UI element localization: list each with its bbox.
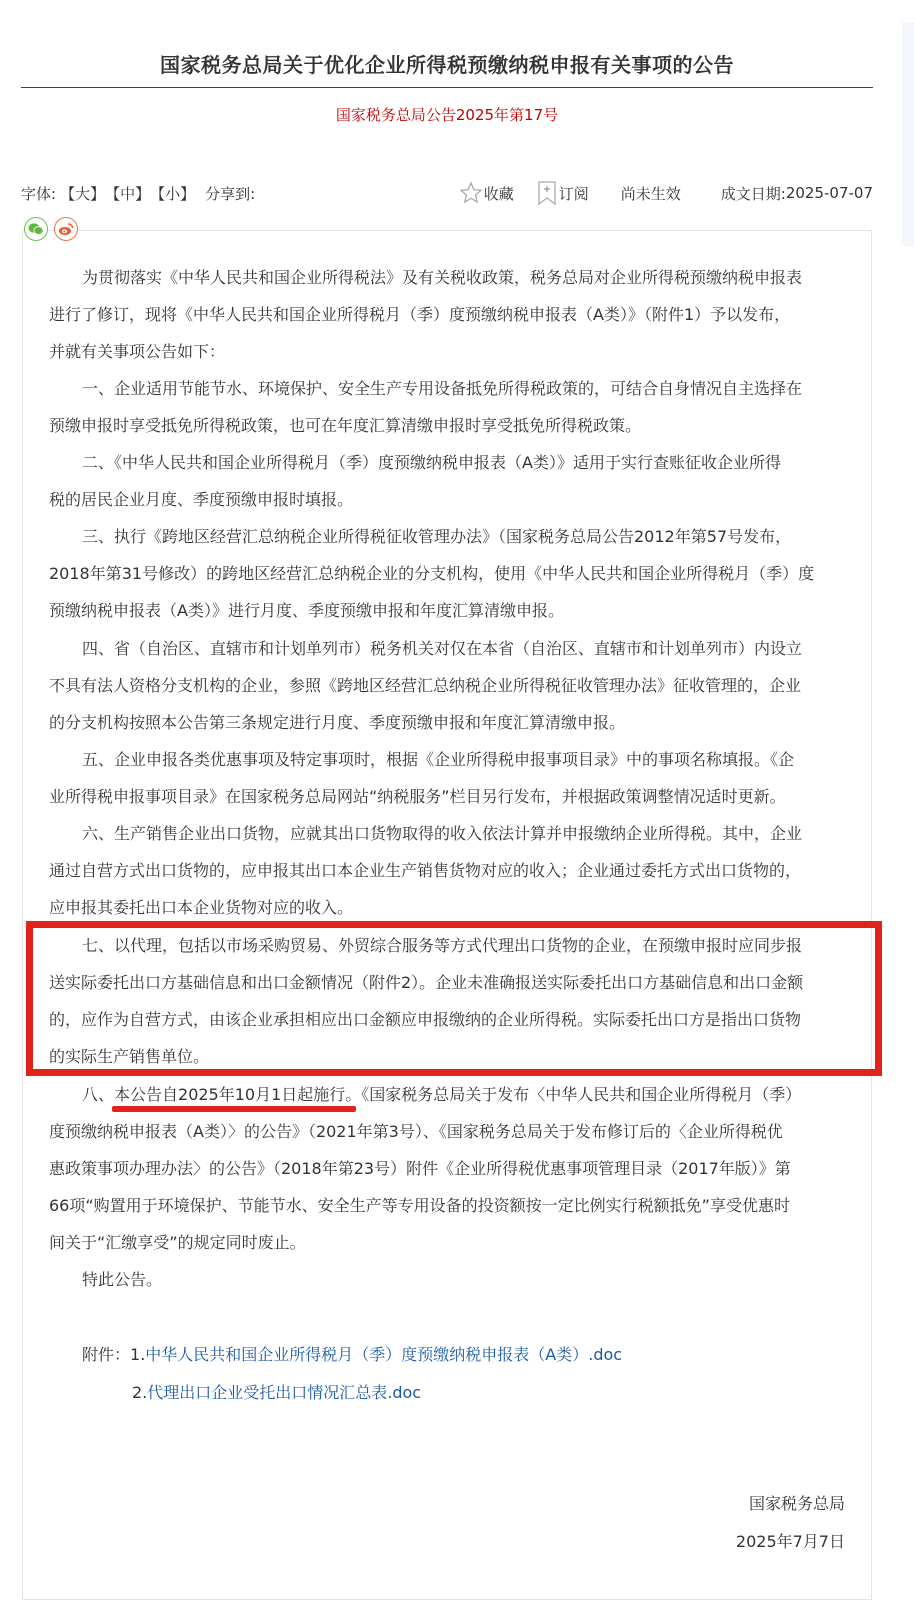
side-panel [902,22,914,246]
text-line: 二、《中华人民共和国企业所得税月（季）度预缴纳税申报表（A类）》适用于实行查账征收企业所得 [82,453,781,472]
paragraph-item-2 [49,444,847,518]
bookmark-plus-icon [536,180,558,206]
effective-status: 尚未生效 [620,184,681,203]
text-line: 不具有法人资格分支机构的企业，参照《跨地区经营汇总纳税企业所得税征收管理办法》征收管理的，企业 [49,676,802,695]
paragraph-item-7 [49,927,847,1075]
item-8-prefix: 八、 [82,1085,115,1104]
star-icon [459,181,483,205]
text-line: 进行了修订，现将《中华人民共和国企业所得税月（季）度预缴纳税申报表（A类）》（附件1）予以发布， [49,305,791,324]
text-line: 通过自营方式出口货物的，应申报其出口本企业生产销售货物对应的收入；企业通过委托方式出口货物的， [49,861,802,880]
text-line: 送实际委托出口方基础信息和出口金额情况（附件2）。企业未准确报送实际委托出口方基础信息和出口金额 [49,973,804,992]
closing-text: 特此公告。 [82,1270,163,1289]
text-line: 一、企业适用节能节水、环境保护、安全生产专用设备抵免所得税政策的，可结合自身情况自主选择在 [82,379,803,398]
paragraph-item-6 [49,815,847,926]
font-size-label: 字体: [21,184,57,203]
wechat-icon [28,222,44,236]
page-title: 国家税务总局关于优化企业所得税预缴纳税申报有关事项的公告 [160,53,734,78]
date-label: 成文日期: [720,184,786,203]
item-8-text: 《国家税务总局关于发布〈中华人民共和国企业所得税月（季） [361,1085,802,1104]
font-size-medium-button[interactable]: 【中】 [105,184,151,203]
paragraph-intro [49,259,847,370]
date-value: 2025-07-07 [785,184,873,202]
title-divider [21,87,873,88]
text-line: 预缴纳税申报表（A类）》进行月度、季度预缴申报和年度汇算清缴申报。 [49,601,564,620]
text-line: 应申报其委托出口本企业货物对应的收入。 [49,898,354,917]
paragraph-item-8 [49,1076,847,1261]
text-line: 业所得税申报事项目录》在国家税务总局网站“纳税服务”栏目另行发布，并根据政策调整情况适时更新。 [49,787,786,806]
issuer-signature: 国家税务总局 [748,1494,845,1513]
text-line: 三、执行《跨地区经营汇总纳税企业所得税征收管理办法》（国家税务总局公告2012年第57号发布， [82,527,792,546]
share-weibo-button[interactable] [54,217,78,241]
attachment-index: 1. [130,1345,146,1364]
text-line: 的实际生产销售单位。 [49,1047,210,1066]
text-line: 的分支机构按照本公告第三条规定进行月度、季度预缴申报和年度汇算清缴申报。 [49,713,626,732]
weibo-icon [58,222,74,236]
text-line: 2018年第31号修改）的跨地区经营汇总纳税企业的分支机构，使用《中华人民共和国企业所得税月（季）度 [49,564,815,583]
attachment-row-1 [82,1342,622,1365]
article-toolbar [21,181,873,205]
attachment-index: 2. [132,1383,148,1402]
text-line: 预缴申报时享受抵免所得税政策，也可在年度汇算清缴申报时享受抵免所得税政策。 [49,416,642,435]
closing-paragraph [49,1261,847,1298]
text-line: 四、省（自治区、直辖市和计划单列市）税务机关对仅在本省（自治区、直辖市和计划单列市）内设立 [82,639,803,658]
paragraph-item-4 [49,630,847,741]
text-line: 66项“购置用于环境保护、节能节水、安全生产等专用设备的投资额按一定比例实行税额抵免”享受优惠时 [49,1196,790,1215]
text-line: 税的居民企业月度、季度预缴申报时填报。 [49,490,354,509]
text-line: 六、生产销售企业出口货物，应就其出口货物取得的收入依法计算并申报缴纳企业所得税。其中，企业 [82,824,803,843]
favorite-label: 收藏 [483,184,514,203]
underline-annotation [112,1106,356,1112]
attachment-link-1[interactable]: 中华人民共和国企业所得税月（季）度预缴纳税申报表（A类）.doc [145,1345,623,1364]
issue-date: 2025年7月7日 [735,1532,845,1551]
text-line: 间关于“汇缴享受”的规定同时废止。 [49,1233,306,1252]
subscribe-label: 订阅 [558,184,589,203]
text-line: 度预缴纳税申报表（A类）〉的公告》（2021年第3号）、《国家税务总局关于发布修订后的〈企业所得税优 [49,1122,783,1141]
text-line: 并就有关事项公告如下： [49,342,226,361]
document-number: 国家税务总局公告2025年第17号 [335,106,559,124]
paragraph-item-3 [49,518,847,629]
font-size-large-button[interactable]: 【大】 [60,184,106,203]
attachment-link-2[interactable]: 代理出口企业受托出口情况汇总表.doc [147,1383,422,1402]
paragraph-item-1 [49,370,847,444]
effective-date-text: 本公告自2025年10月1日起施行。 [114,1085,362,1104]
text-line: 惠政策事项办理办法〉的公告》（2018年第23号）附件《企业所得税优惠事项管理目录（2017年版）》第 [49,1159,791,1178]
font-size-small-button[interactable]: 【小】 [150,184,196,203]
text-line: 的，应作为自营方式，由该企业承担相应出口金额应申报缴纳的企业所得税。实际委托出口方是指出口货物 [49,1010,802,1029]
text-line: 七、以代理，包括以市场采购贸易、外贸综合服务等方式代理出口货物的企业，在预缴申报时应同步报 [82,936,803,955]
share-wechat-button[interactable] [24,217,48,241]
attachment-row-2 [132,1380,421,1403]
subscribe-button[interactable] [536,180,589,206]
text-line: 为贯彻落实《中华人民共和国企业所得税法》及有关税收政策，税务总局对企业所得税预缴纳税申报表 [82,268,803,287]
attachments-label: 附件： [82,1345,131,1364]
share-icons [24,217,78,241]
share-label: 分享到: [205,184,256,203]
favorite-button[interactable] [459,181,514,205]
paragraph-item-5 [49,741,847,815]
text-line: 五、企业申报各类优惠事项及特定事项时，根据《企业所得税申报事项目录》中的事项名称填报。《企 [82,750,795,769]
